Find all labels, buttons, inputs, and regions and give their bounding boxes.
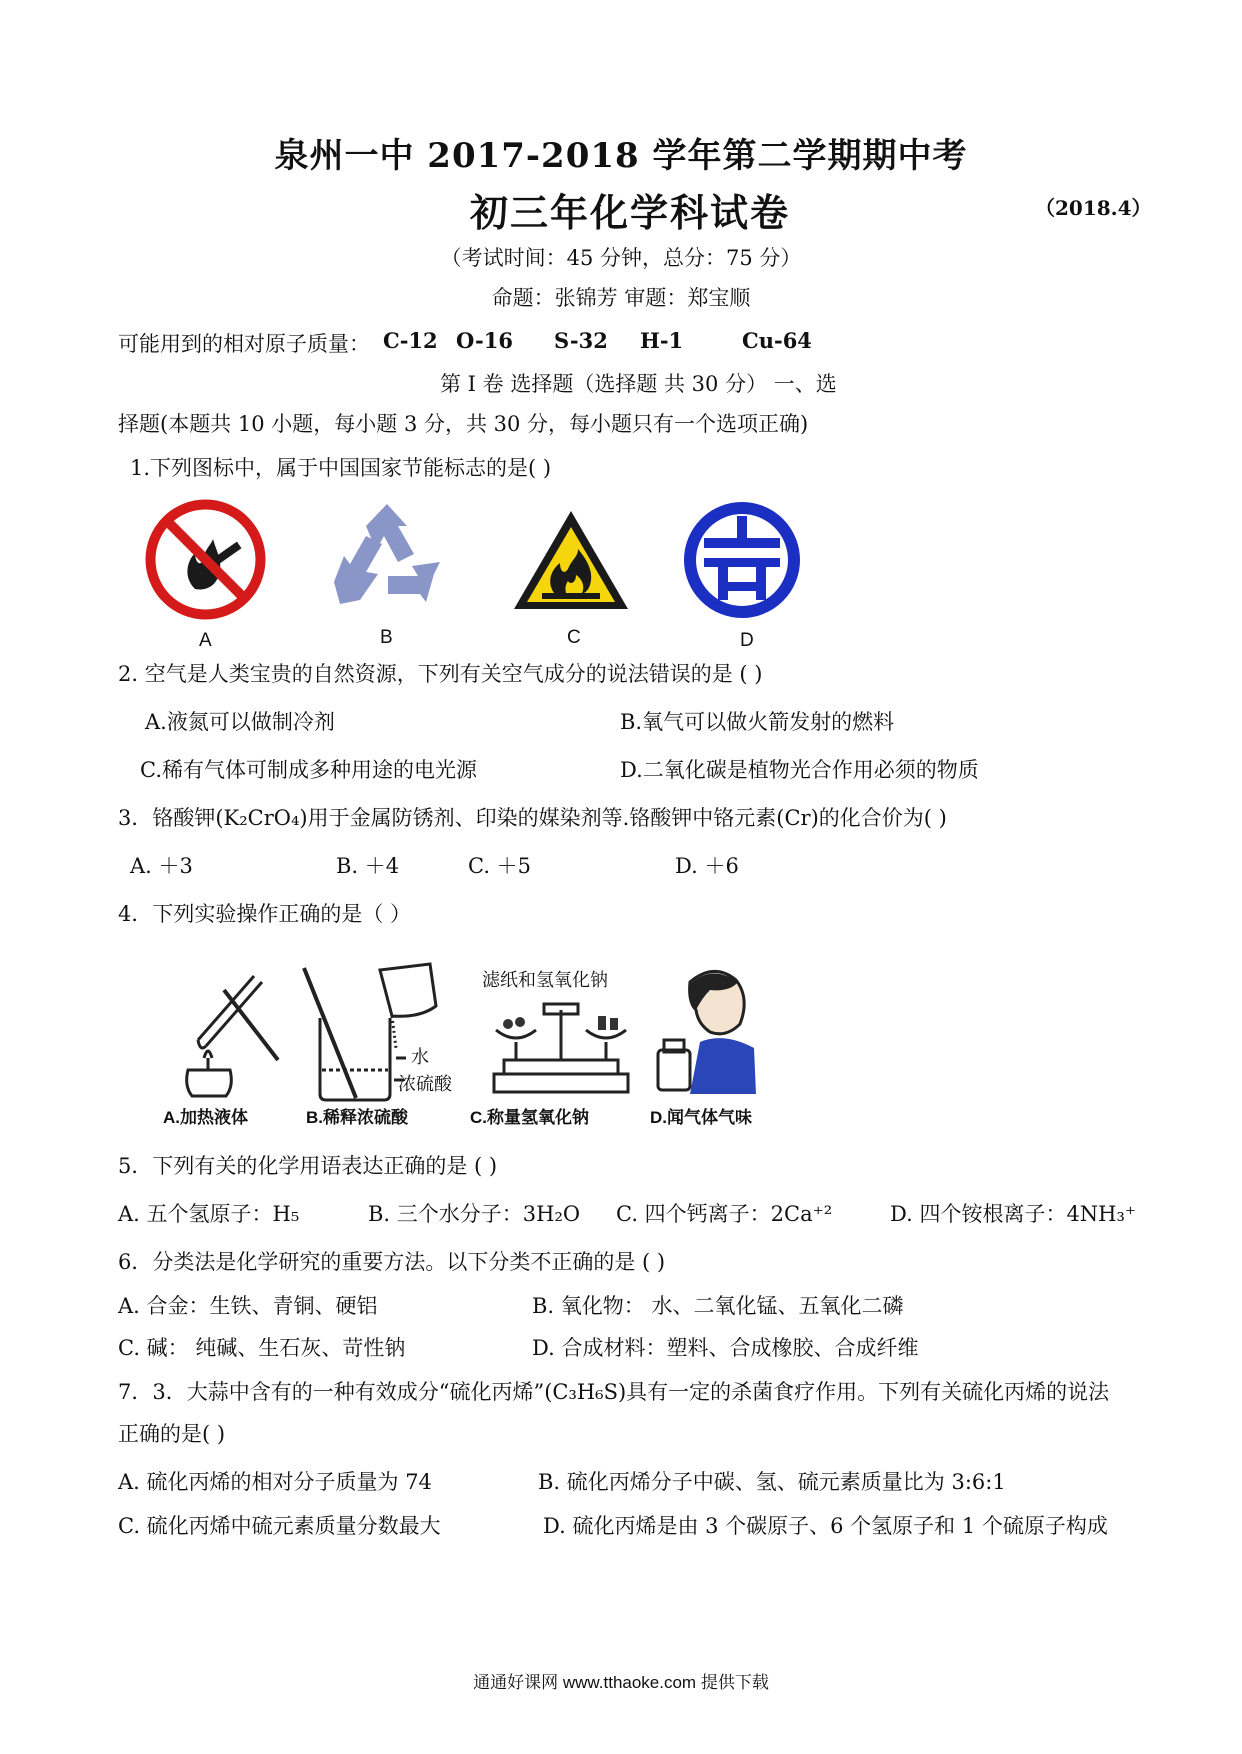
q2-option-b: B.氧气可以做火箭发射的燃料 [620, 710, 895, 734]
q4-label-a: A.加热液体 [163, 1108, 248, 1127]
atomic-mass-h: H-1 [640, 328, 684, 353]
question-2: 2. 空气是人类宝贵的自然资源，下列有关空气成分的说法错误的是 ( ) [118, 662, 763, 686]
flammable-warning-icon [508, 505, 634, 615]
atomic-mass-s: S-32 [554, 328, 608, 353]
exam-date: （2018.4） [1035, 196, 1152, 220]
q1-label-a: A [199, 630, 212, 651]
exam-subtitle: 初三年化学科试卷 [470, 190, 791, 235]
q6-option-a: A. 合金：生铁、青铜、硬铝 [118, 1294, 378, 1318]
q5-option-c: C. 四个钙离子：2Ca⁺² [616, 1202, 833, 1226]
question-6: 6．分类法是化学研究的重要方法。以下分类不正确的是 ( ) [118, 1250, 666, 1274]
q1-label-b: B [380, 627, 393, 648]
q5-option-b: B. 三个水分子：3H₂O [368, 1202, 581, 1226]
heating-liquid-apparatus-icon [158, 960, 286, 1110]
q5-option-d: D. 四个铵根离子：4NH₃⁺ [890, 1202, 1136, 1226]
q2-option-a: A.液氮可以做制冷剂 [145, 710, 335, 734]
question-4: 4．下列实验操作正确的是（ ） [118, 902, 412, 926]
no-fire-sign-icon [143, 497, 268, 622]
q1-label-d: D [740, 630, 754, 651]
exam-info: （考试时间：45 分钟，总分：75 分） [440, 246, 802, 270]
q4-label-c: C.称量氢氧化钠 [470, 1108, 589, 1127]
q3-option-c: C. ＋5 [468, 854, 532, 878]
q3-option-d: D. ＋6 [675, 854, 739, 878]
q6-option-d: D. 合成材料：塑料、合成橡胶、合成纤维 [532, 1336, 919, 1360]
q3-option-b: B. ＋4 [336, 854, 400, 878]
question-7-cont: 正确的是( ) [118, 1422, 226, 1446]
q4-label-b: B.稀释浓硫酸 [306, 1108, 408, 1127]
q4-acid-label: 浓硫酸 [398, 1074, 452, 1094]
smelling-gas-person-icon [650, 962, 760, 1094]
q7-option-b: B. 硫化丙烯分子中碳、氢、硫元素质量比为 3:6:1 [538, 1470, 1006, 1494]
q4-filter-label: 滤纸和氢氧化钠 [482, 970, 608, 990]
footer-watermark: 通通好课网 www.tthaoke.com 提供下载 [473, 1673, 769, 1692]
q4-label-d: D.闻气体气味 [650, 1108, 752, 1127]
q5-option-a: A. 五个氢原子：H₅ [118, 1202, 300, 1226]
section-heading: 第 I 卷 选择题（选择题 共 30 分） 一、选 [440, 372, 837, 396]
q2-option-c: C.稀有气体可制成多种用途的电光源 [140, 758, 477, 782]
q7-option-c: C. 硫化丙烯中硫元素质量分数最大 [118, 1514, 441, 1538]
question-5: 5．下列有关的化学用语表达正确的是 ( ) [118, 1154, 498, 1178]
exam-title: 泉州一中 2017-2018 学年第二学期期中考 [274, 136, 968, 176]
section-instructions: 择题(本题共 10 小题，每小题 3 分，共 30 分，每小题只有一个选项正确) [118, 412, 809, 436]
exam-authors: 命题：张锦芳 审题：郑宝顺 [491, 286, 751, 310]
question-1: 1.下列图标中，属于中国国家节能标志的是( ) [130, 456, 552, 480]
q6-option-c: C. 碱： 纯碱、生石灰、苛性钠 [118, 1336, 406, 1360]
q6-option-b: B. 氧化物： 水、二氧化锰、五氧化二磷 [532, 1294, 904, 1318]
question-3: 3．铬酸钾(K₂CrO₄)用于金属防锈剂、印染的媒染剂等.铬酸钾中铬元素(Cr)的化合价为( ) [118, 806, 947, 830]
atomic-mass-cu: Cu-64 [742, 328, 812, 353]
atomic-mass-c: C-12 [383, 328, 438, 353]
balance-scale-icon [486, 990, 636, 1100]
atomic-mass-o: O-16 [456, 328, 514, 353]
q2-option-d: D.二氧化碳是植物光合作用必须的物质 [620, 758, 979, 782]
q3-option-a: A. ＋3 [130, 854, 193, 878]
q1-label-c: C [567, 627, 581, 648]
recycle-icon [322, 496, 452, 616]
question-7: 7．3．大蒜中含有的一种有效成分“硫化丙烯”(C₃H₆S)具有一定的杀菌食疗作用。下列有关硫化丙烯的说法 [118, 1380, 1110, 1404]
atomic-mass-label: 可能用到的相对原子质量： [118, 332, 370, 356]
q7-option-d: D. 硫化丙烯是由 3 个碳原子、6 个氢原子和 1 个硫原子构成 [543, 1514, 1108, 1538]
q7-option-a: A. 硫化丙烯的相对分子质量为 74 [118, 1470, 432, 1494]
q4-water-label: 水 [411, 1047, 429, 1067]
energy-saving-logo-icon [684, 502, 800, 618]
